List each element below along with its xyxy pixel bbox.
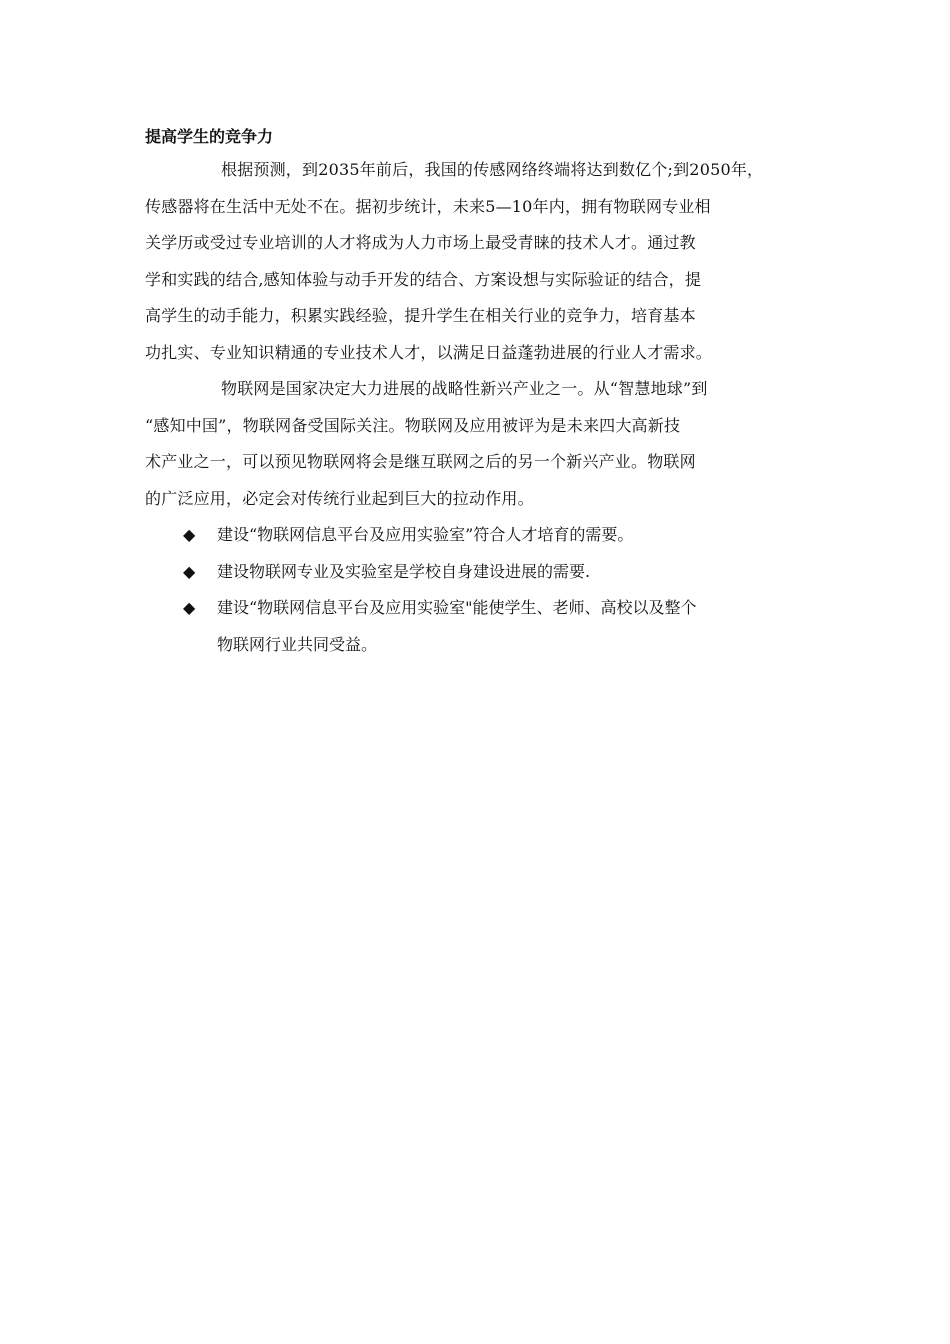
bullet-text: 建设物联网专业及实验室是学校自身建设进展的需要. bbox=[217, 561, 591, 581]
bullet-list bbox=[145, 517, 805, 663]
document-body bbox=[145, 122, 805, 663]
paragraph-line: 术产业之一，可以预见物联网将会是继互联网之后的另一个新兴产业。物联网 bbox=[145, 452, 696, 471]
paragraph-line: 高学生的动手能力，积累实践经验，提升学生在相关行业的竞争力，培育基本 bbox=[145, 306, 696, 325]
diamond-bullet-icon: ◆ bbox=[183, 525, 196, 544]
paragraph-line: 物联网是国家决定大力进展的战略性新兴产业之一。从“智慧地球”到 bbox=[221, 379, 708, 398]
diamond-bullet-icon: ◆ bbox=[183, 561, 196, 581]
paragraph-line: 学和实践的结合,感知体验与动手开发的结合、方案设想与实际验证的结合，提 bbox=[145, 269, 702, 289]
bullet-item bbox=[145, 590, 805, 663]
bullet-item bbox=[145, 554, 805, 591]
paragraph-line: 根据预测，到2035年前后，我国的传感网络终端将达到数亿个;到2050年， bbox=[221, 160, 764, 179]
paragraph-line: 的广泛应用，必定会对传统行业起到巨大的拉动作用。 bbox=[145, 488, 534, 508]
paragraph-line: 功扎实、专业知识精通的专业技术人才，以满足日益蓬勃进展的行业人才需求。 bbox=[145, 342, 713, 362]
paragraph-industry bbox=[145, 371, 805, 517]
paragraph-line: 关学历或受过专业培训的人才将成为人力市场上最受青睐的技术人才。通过教 bbox=[145, 233, 696, 252]
paragraph-forecast bbox=[145, 152, 805, 371]
bullet-text: 物联网行业共同受益。 bbox=[217, 634, 378, 654]
paragraph-line: “感知中国”，物联网备受国际关注。物联网及应用被评为是未来四大高新技 bbox=[145, 415, 681, 435]
section-heading: 提高学生的竞争力 bbox=[145, 127, 274, 146]
paragraph-line: 传感器将在生活中无处不在。据初步统计，未来5—10年内，拥有物联网专业相 bbox=[145, 196, 711, 216]
diamond-bullet-icon: ◆ bbox=[183, 598, 196, 617]
bullet-item bbox=[145, 517, 805, 554]
bullet-text: 建设“物联网信息平台及应用实验室”符合人才培育的需要。 bbox=[217, 525, 634, 544]
bullet-text: 建设“物联网信息平台及应用实验室"能使学生、老师、高校以及整个 bbox=[217, 598, 697, 617]
